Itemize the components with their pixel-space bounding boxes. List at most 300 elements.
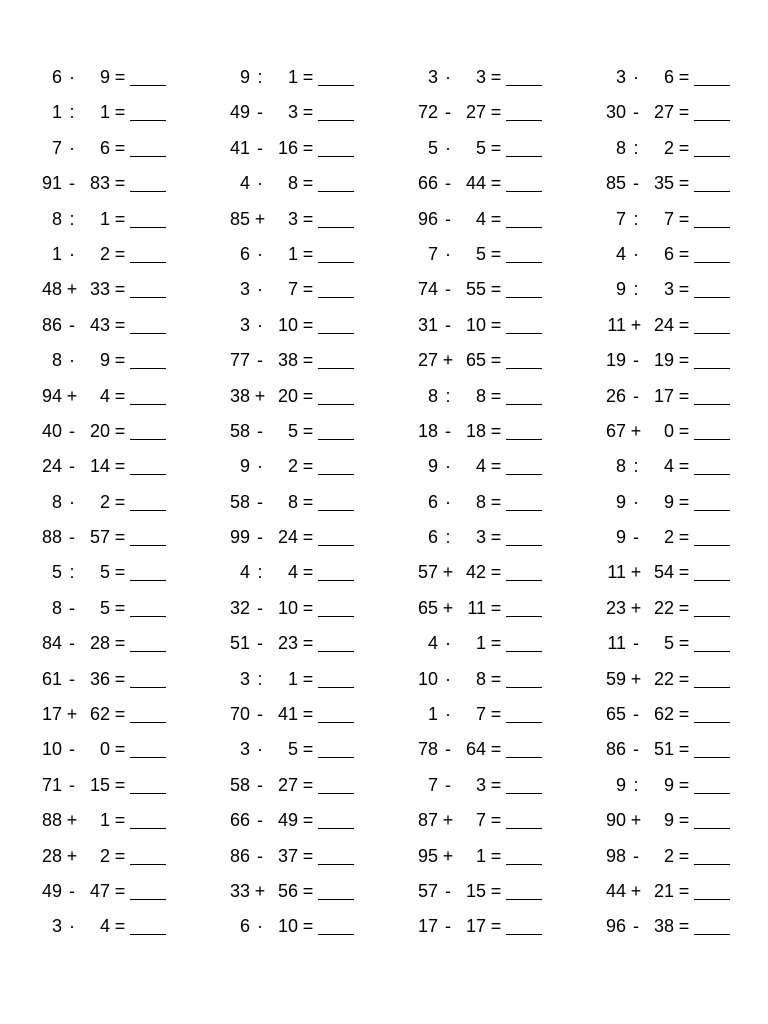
math-problem [598, 909, 768, 944]
answer-blank[interactable] [506, 616, 542, 617]
operator-sign: - [257, 527, 263, 548]
math-problem [222, 343, 422, 378]
second-operand: 6 [99, 137, 110, 158]
math-problem [410, 768, 610, 803]
equals-sign: = [302, 385, 314, 406]
equals-sign: = [302, 173, 314, 194]
answer-blank[interactable] [506, 474, 542, 475]
math-problem [410, 909, 610, 944]
answer-blank[interactable] [694, 120, 730, 121]
first-operand: 86 [605, 739, 626, 760]
first-operand: 66 [229, 810, 250, 831]
math-problem [222, 166, 422, 201]
second-operand: 8 [287, 173, 298, 194]
second-operand: 5 [287, 739, 298, 760]
answer-blank[interactable] [694, 545, 730, 546]
answer-blank[interactable] [506, 404, 542, 405]
second-operand: 6 [663, 67, 674, 87]
equals-sign: = [302, 880, 314, 901]
equals-sign: = [490, 385, 502, 406]
first-operand: 9 [427, 456, 438, 477]
answer-blank[interactable] [506, 262, 542, 263]
operator-sign: + [442, 845, 454, 866]
math-problem [410, 662, 610, 697]
first-operand: 3 [239, 279, 250, 300]
answer-blank[interactable] [694, 474, 730, 475]
answer-blank[interactable] [694, 793, 730, 794]
first-operand: 3 [239, 668, 250, 689]
answer-blank[interactable] [318, 404, 354, 405]
first-operand: 31 [417, 314, 438, 335]
operator-sign: + [442, 562, 454, 583]
answer-blank[interactable] [694, 510, 730, 511]
equals-sign: = [678, 67, 690, 87]
operator-sign: + [630, 810, 642, 831]
operator-sign: - [633, 739, 639, 760]
answer-blank[interactable] [318, 297, 354, 298]
first-operand: 8 [51, 597, 62, 618]
answer-blank[interactable] [318, 651, 354, 652]
math-problem [410, 874, 610, 909]
operator-sign: - [257, 845, 263, 866]
first-operand: 5 [51, 562, 62, 583]
math-problem [222, 485, 422, 520]
second-operand: 0 [663, 420, 674, 441]
math-problem [222, 591, 422, 626]
answer-blank[interactable] [318, 722, 354, 723]
equals-sign: = [678, 880, 690, 901]
answer-blank[interactable] [506, 793, 542, 794]
answer-blank[interactable] [130, 828, 166, 829]
first-operand: 1 [427, 704, 438, 725]
answer-blank[interactable] [694, 439, 730, 440]
answer-blank[interactable] [506, 191, 542, 192]
answer-blank[interactable] [130, 404, 166, 405]
math-problem [222, 520, 422, 555]
math-problem [222, 237, 422, 272]
equals-sign: = [678, 456, 690, 477]
equals-sign: = [678, 739, 690, 760]
first-operand: 5 [427, 137, 438, 158]
first-operand: 7 [427, 243, 438, 264]
operator-sign: - [633, 527, 639, 548]
answer-blank[interactable] [318, 120, 354, 121]
operator-sign: · [257, 739, 263, 760]
answer-blank[interactable] [506, 227, 542, 228]
answer-blank[interactable] [130, 899, 166, 900]
second-operand: 16 [277, 137, 298, 158]
answer-blank[interactable] [506, 651, 542, 652]
first-operand: 65 [605, 704, 626, 725]
answer-blank[interactable] [694, 828, 730, 829]
operator-sign: - [257, 774, 263, 795]
math-problem [410, 732, 610, 767]
answer-blank[interactable] [506, 510, 542, 511]
math-problem [222, 414, 422, 449]
answer-blank[interactable] [694, 227, 730, 228]
operator-sign: : [633, 456, 639, 477]
answer-blank[interactable] [318, 580, 354, 581]
answer-blank[interactable] [318, 439, 354, 440]
answer-blank[interactable] [694, 85, 730, 86]
math-problem [598, 95, 768, 130]
answer-blank[interactable] [694, 333, 730, 334]
first-operand: 4 [427, 633, 438, 654]
equals-sign: = [490, 102, 502, 123]
operator-sign: + [630, 420, 642, 441]
equals-sign: = [302, 137, 314, 158]
answer-blank[interactable] [318, 262, 354, 263]
answer-blank[interactable] [694, 934, 730, 935]
second-operand: 5 [475, 243, 486, 264]
second-operand: 20 [89, 420, 110, 441]
equals-sign: = [302, 67, 314, 87]
answer-blank[interactable] [506, 333, 542, 334]
math-problem [34, 839, 234, 874]
problem-column-1 [34, 60, 234, 945]
equals-sign: = [302, 350, 314, 371]
first-operand: 44 [605, 880, 626, 901]
answer-blank[interactable] [506, 156, 542, 157]
equals-sign: = [490, 668, 502, 689]
first-operand: 9 [615, 774, 626, 795]
equals-sign: = [678, 314, 690, 335]
second-operand: 9 [99, 67, 110, 87]
operator-sign: - [445, 916, 451, 937]
answer-blank[interactable] [318, 85, 354, 86]
math-problem [598, 874, 768, 909]
answer-blank[interactable] [694, 191, 730, 192]
answer-blank[interactable] [506, 864, 542, 865]
answer-blank[interactable] [506, 545, 542, 546]
answer-blank[interactable] [130, 757, 166, 758]
answer-blank[interactable] [130, 510, 166, 511]
math-problem [222, 803, 422, 838]
math-problem [222, 909, 422, 944]
math-problem [34, 626, 234, 661]
second-operand: 4 [99, 916, 110, 937]
operator-sign: - [445, 173, 451, 194]
equals-sign: = [114, 562, 126, 583]
first-operand: 9 [239, 67, 250, 87]
operator-sign: · [69, 67, 75, 87]
equals-sign: = [302, 279, 314, 300]
math-problem [34, 202, 234, 237]
second-operand: 10 [277, 916, 298, 937]
math-problem [34, 697, 234, 732]
answer-blank[interactable] [694, 297, 730, 298]
equals-sign: = [114, 774, 126, 795]
first-operand: 3 [427, 67, 438, 87]
operator-sign: + [66, 385, 78, 406]
answer-blank[interactable] [506, 687, 542, 688]
second-operand: 42 [465, 562, 486, 583]
operator-sign: - [633, 350, 639, 371]
answer-blank[interactable] [318, 864, 354, 865]
answer-blank[interactable] [130, 934, 166, 935]
equals-sign: = [114, 173, 126, 194]
operator-sign: - [445, 739, 451, 760]
answer-blank[interactable] [130, 191, 166, 192]
answer-blank[interactable] [130, 864, 166, 865]
answer-blank[interactable] [130, 545, 166, 546]
answer-blank[interactable] [506, 934, 542, 935]
second-operand: 4 [663, 456, 674, 477]
answer-blank[interactable] [318, 616, 354, 617]
operator-sign: : [633, 279, 639, 300]
answer-blank[interactable] [318, 474, 354, 475]
equals-sign: = [302, 491, 314, 512]
answer-blank[interactable] [694, 757, 730, 758]
operator-sign: · [445, 137, 451, 158]
answer-blank[interactable] [318, 828, 354, 829]
answer-blank[interactable] [694, 368, 730, 369]
answer-blank[interactable] [130, 793, 166, 794]
equals-sign: = [490, 314, 502, 335]
answer-blank[interactable] [130, 297, 166, 298]
math-problem [222, 60, 422, 95]
answer-blank[interactable] [694, 404, 730, 405]
second-operand: 33 [89, 279, 110, 300]
problem-column-4 [598, 60, 768, 945]
operator-sign: + [442, 810, 454, 831]
equals-sign: = [114, 314, 126, 335]
answer-blank[interactable] [506, 439, 542, 440]
math-problem [34, 308, 234, 343]
second-operand: 21 [653, 880, 674, 901]
first-operand: 78 [417, 739, 438, 760]
equals-sign: = [490, 916, 502, 937]
equals-sign: = [490, 243, 502, 264]
equals-sign: = [490, 633, 502, 654]
operator-sign: - [257, 491, 263, 512]
math-problem [598, 414, 768, 449]
math-problem [222, 95, 422, 130]
equals-sign: = [678, 102, 690, 123]
answer-blank[interactable] [130, 651, 166, 652]
operator-sign: - [257, 810, 263, 831]
operator-sign: · [257, 314, 263, 335]
answer-blank[interactable] [506, 297, 542, 298]
operator-sign: : [69, 562, 75, 583]
answer-blank[interactable] [506, 828, 542, 829]
problem-column-3 [410, 60, 610, 945]
first-operand: 49 [41, 880, 62, 901]
first-operand: 32 [229, 597, 250, 618]
answer-blank[interactable] [130, 580, 166, 581]
math-problem [222, 131, 422, 166]
first-operand: 9 [615, 527, 626, 548]
answer-blank[interactable] [694, 262, 730, 263]
operator-sign: - [633, 916, 639, 937]
second-operand: 7 [475, 810, 486, 831]
second-operand: 3 [287, 102, 298, 123]
second-operand: 11 [467, 597, 486, 618]
first-operand: 6 [51, 67, 62, 87]
operator-sign: - [633, 845, 639, 866]
math-problem [598, 662, 768, 697]
answer-blank[interactable] [694, 616, 730, 617]
second-operand: 83 [89, 173, 110, 194]
answer-blank[interactable] [130, 368, 166, 369]
answer-blank[interactable] [318, 687, 354, 688]
second-operand: 2 [99, 491, 110, 512]
math-problem [410, 520, 610, 555]
math-problem [598, 131, 768, 166]
second-operand: 10 [277, 597, 298, 618]
operator-sign: - [69, 633, 75, 654]
first-operand: 6 [427, 527, 438, 548]
math-problem [222, 379, 422, 414]
operator-sign: : [69, 102, 75, 123]
math-problem [222, 662, 422, 697]
equals-sign: = [490, 137, 502, 158]
first-operand: 3 [51, 916, 62, 937]
second-operand: 3 [287, 208, 298, 229]
answer-blank[interactable] [318, 333, 354, 334]
second-operand: 6 [663, 243, 674, 264]
math-problem [598, 202, 768, 237]
arithmetic-worksheet [0, 60, 768, 955]
first-operand: 99 [229, 527, 250, 548]
second-operand: 2 [287, 456, 298, 477]
answer-blank[interactable] [694, 651, 730, 652]
operator-sign: - [445, 774, 451, 795]
operator-sign: : [69, 208, 75, 229]
answer-blank[interactable] [130, 85, 166, 86]
second-operand: 1 [99, 102, 110, 123]
operator-sign: · [633, 491, 639, 512]
first-operand: 67 [605, 420, 626, 441]
operator-sign: · [445, 456, 451, 477]
operator-sign: - [633, 385, 639, 406]
answer-blank[interactable] [130, 439, 166, 440]
first-operand: 87 [417, 810, 438, 831]
operator-sign: - [257, 102, 263, 123]
answer-blank[interactable] [318, 899, 354, 900]
second-operand: 3 [475, 67, 486, 87]
answer-blank[interactable] [506, 722, 542, 723]
equals-sign: = [678, 774, 690, 795]
equals-sign: = [302, 420, 314, 441]
answer-blank[interactable] [130, 156, 166, 157]
answer-blank[interactable] [318, 757, 354, 758]
math-problem [34, 732, 234, 767]
operator-sign: : [257, 67, 263, 87]
answer-blank[interactable] [506, 120, 542, 121]
math-problem [34, 909, 234, 944]
operator-sign: + [630, 597, 642, 618]
operator-sign: · [69, 916, 75, 937]
answer-blank[interactable] [130, 262, 166, 263]
answer-blank[interactable] [130, 722, 166, 723]
math-problem [410, 131, 610, 166]
equals-sign: = [490, 845, 502, 866]
first-operand: 7 [51, 137, 62, 158]
answer-blank[interactable] [130, 687, 166, 688]
second-operand: 1 [475, 845, 486, 866]
answer-blank[interactable] [694, 687, 730, 688]
equals-sign: = [678, 243, 690, 264]
answer-blank[interactable] [506, 757, 542, 758]
math-problem [222, 768, 422, 803]
math-problem [34, 131, 234, 166]
second-operand: 38 [653, 916, 674, 937]
equals-sign: = [114, 880, 126, 901]
answer-blank[interactable] [506, 368, 542, 369]
second-operand: 65 [465, 350, 486, 371]
equals-sign: = [490, 704, 502, 725]
answer-blank[interactable] [318, 368, 354, 369]
first-operand: 10 [417, 668, 438, 689]
answer-blank[interactable] [318, 793, 354, 794]
math-problem [598, 839, 768, 874]
equals-sign: = [302, 668, 314, 689]
math-problem [410, 379, 610, 414]
operator-sign: - [69, 456, 75, 477]
answer-blank[interactable] [694, 580, 730, 581]
answer-blank[interactable] [694, 864, 730, 865]
answer-blank[interactable] [694, 899, 730, 900]
first-operand: 65 [417, 597, 438, 618]
math-problem [34, 449, 234, 484]
second-operand: 3 [663, 279, 674, 300]
operator-sign: - [257, 420, 263, 441]
answer-blank[interactable] [318, 545, 354, 546]
second-operand: 15 [465, 880, 486, 901]
second-operand: 47 [89, 880, 110, 901]
second-operand: 22 [653, 597, 674, 618]
equals-sign: = [114, 916, 126, 937]
answer-blank[interactable] [694, 722, 730, 723]
math-problem [598, 626, 768, 661]
first-operand: 57 [417, 562, 438, 583]
answer-blank[interactable] [130, 474, 166, 475]
operator-sign: · [69, 491, 75, 512]
first-operand: 95 [417, 845, 438, 866]
answer-blank[interactable] [130, 227, 166, 228]
first-operand: 6 [239, 243, 250, 264]
answer-blank[interactable] [318, 156, 354, 157]
operator-sign: - [257, 704, 263, 725]
math-problem [222, 732, 422, 767]
answer-blank[interactable] [506, 580, 542, 581]
answer-blank[interactable] [506, 899, 542, 900]
operator-sign: · [633, 243, 639, 264]
second-operand: 22 [653, 668, 674, 689]
math-problem [222, 202, 422, 237]
first-operand: 51 [229, 633, 250, 654]
answer-blank[interactable] [130, 616, 166, 617]
answer-blank[interactable] [506, 85, 542, 86]
first-operand: 90 [605, 810, 626, 831]
first-operand: 3 [239, 314, 250, 335]
equals-sign: = [114, 208, 126, 229]
answer-blank[interactable] [130, 333, 166, 334]
equals-sign: = [490, 420, 502, 441]
second-operand: 3 [475, 527, 486, 548]
math-problem [222, 626, 422, 661]
answer-blank[interactable] [130, 120, 166, 121]
answer-blank[interactable] [694, 156, 730, 157]
answer-blank[interactable] [318, 510, 354, 511]
second-operand: 37 [277, 845, 298, 866]
answer-blank[interactable] [318, 191, 354, 192]
first-operand: 3 [239, 739, 250, 760]
equals-sign: = [302, 916, 314, 937]
answer-blank[interactable] [318, 227, 354, 228]
answer-blank[interactable] [318, 934, 354, 935]
